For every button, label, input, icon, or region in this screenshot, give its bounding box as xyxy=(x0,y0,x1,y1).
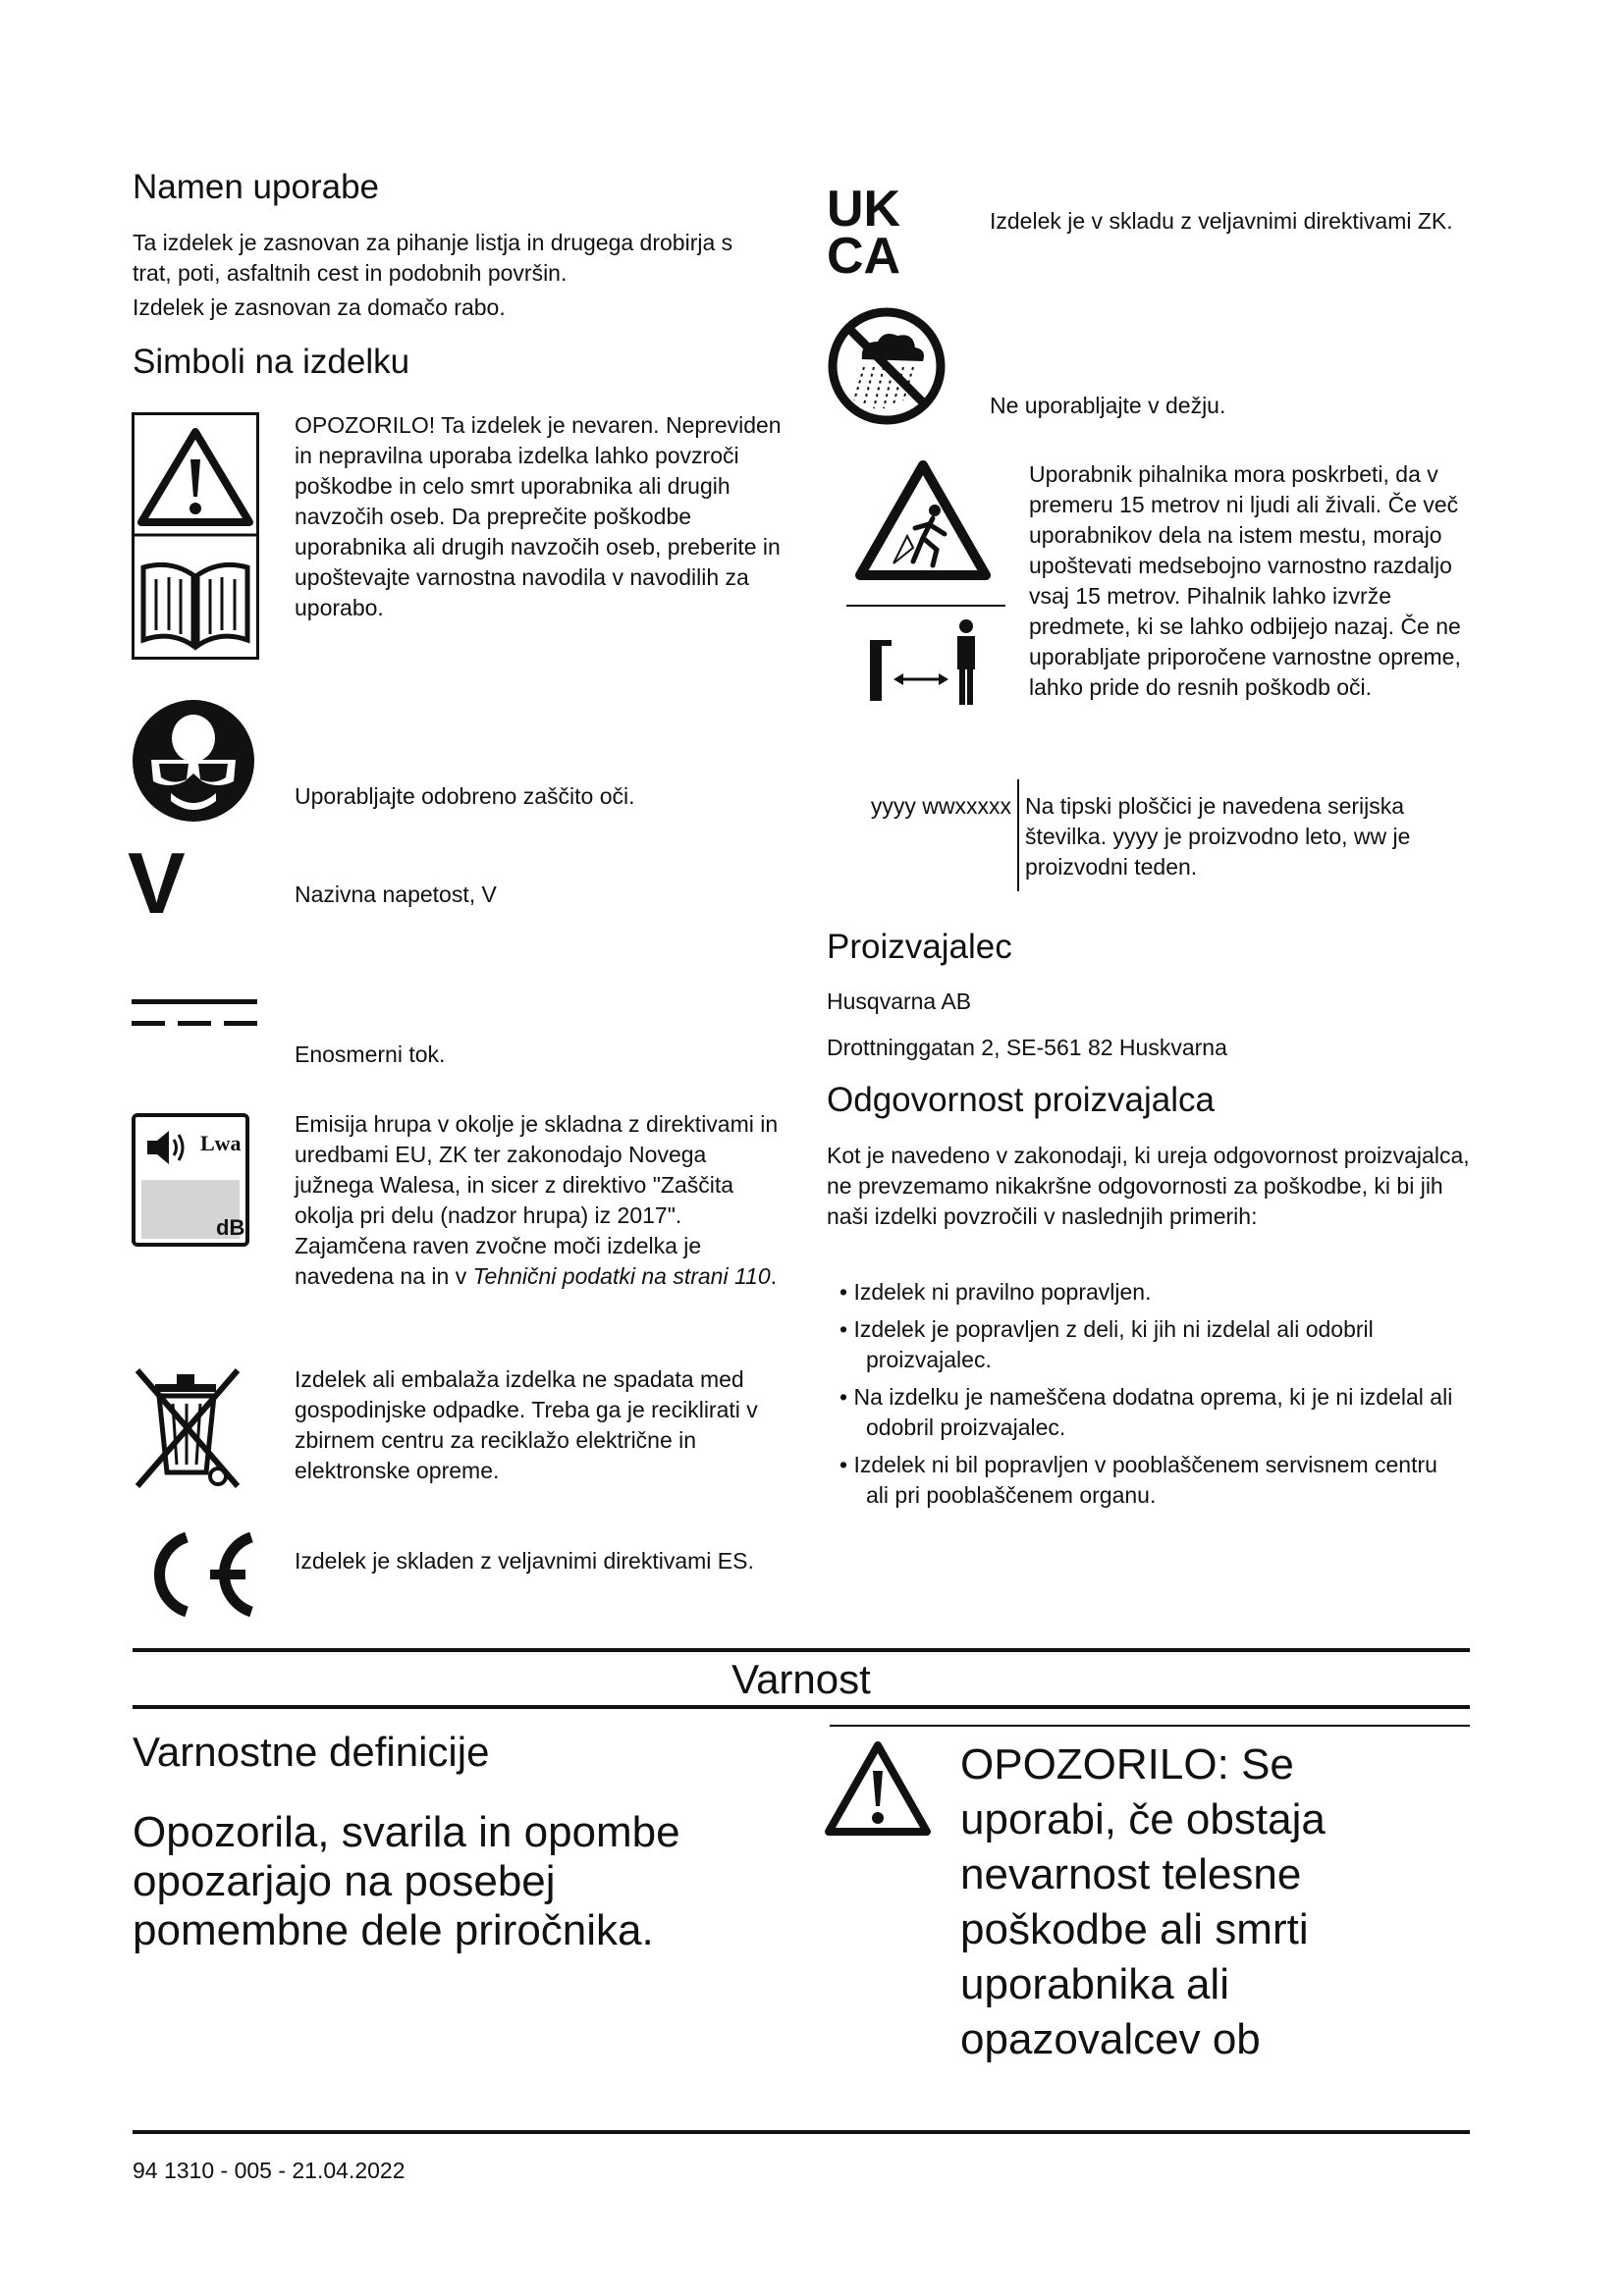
ce-text: Izdelek je skladen z veljavnimi direktivami ES. xyxy=(295,1548,754,1574)
noise-emission-body: Emisija hrupa v okolje je skladna z direktivami in uredbami EU, ZK ter zakonodajo Novega južnega Walesa, in sicer z direktivo "Zaščita okolja pri delu (nadzor hrupa) iz 2017". Zajamčena raven zvočne moči izdelka je navedena na in v xyxy=(295,1111,779,1289)
section-heading-symbols: Simboli na izdelku xyxy=(133,343,410,381)
noise-db-label: dB xyxy=(216,1215,245,1240)
serial-divider xyxy=(1017,779,1019,891)
symbol-divider xyxy=(846,605,1005,607)
warning-triangle-icon xyxy=(823,1739,933,1838)
voltage-icon: V xyxy=(128,834,186,932)
serial-code-label: yyyy wwxxxxx xyxy=(870,793,1011,819)
ukca-bottom-letters: CA xyxy=(827,228,901,275)
direct-current-text: Enosmerni tok. xyxy=(295,1041,446,1067)
eye-protection-icon xyxy=(132,699,255,823)
section-heading-liability: Odgovornost proizvajalca xyxy=(827,1081,1215,1119)
section-heading-manufacturer: Proizvajalec xyxy=(827,928,1012,966)
manufacturer-name: Husqvarna AB xyxy=(827,988,972,1014)
list-item: • Izdelek je popravljen z deli, ki jih ni izdelal ali odobril proizvajalec. xyxy=(827,1314,1465,1375)
footer-rule xyxy=(133,2130,1470,2134)
safety-definitions-heading: Varnostne definicije xyxy=(133,1729,490,1775)
footer-doc-id: 94 1310 - 005 - 21.04.2022 xyxy=(133,2158,406,2183)
intended-use-paragraph-1: Ta izdelek je zasnovan za pihanje listja in drugega drobirja s trat, poti, asfaltnih cest in podobnih površin. xyxy=(133,230,733,286)
safety-distance-text: Uporabnik pihalnika mora poskrbeti, da v premeru 15 metrov ni ljudi ali živali. Če več uporabnikov dela na istem mestu, morajo upoštevati medsebojno varnostno razdaljo vsaj 15 metrov. Pihalnik lahko izvrže predmete, ki se lahko odbijejo nazaj. Če ne uporabljate priporočene varnostne opreme, lahko pride do resnih poškodb oči. xyxy=(1029,461,1461,700)
voltage-text: Nazivna napetost, V xyxy=(295,881,497,907)
section-rule-top xyxy=(133,1648,1470,1652)
ce-mark-icon xyxy=(132,1529,259,1620)
warning-label: OPOZORILO: xyxy=(960,1740,1229,1789)
warning-manual-text: OPOZORILO! Ta izdelek je nevaren. Nepreviden in nepravilna uporaba izdelka lahko povzroči poškodbe in celo smrt uporabnika ali drugih navzočih oseb. Da preprečite poškodbe uporabnika ali drugih navzočih oseb, preberite in upoštevajte varnostna navodila v navodilih za uporabo. xyxy=(295,412,782,620)
ukca-mark-icon xyxy=(827,185,919,275)
liability-list xyxy=(827,1277,1465,1518)
manufacturer-address: Drottninggatan 2, SE-561 82 Huskvarna xyxy=(827,1035,1227,1060)
noise-emission-text: Emisija hrupa v okolje je skladna z direktivami in uredbami EU, ZK ter zakonodajo Novega južnega Walesa, in sicer z direktivo "Zaščita okolja pri delu (nadzor hrupa) iz 2017". Zajamčena raven zvočne moči izdelka je navedena na in v Tehnični podatki na strani 110. xyxy=(295,1111,779,1289)
safety-title: Varnost xyxy=(731,1656,871,1702)
safety-definitions-text: Opozorila, svarila in opombe opozarjajo na posebej pomembne dele priročnika. xyxy=(133,1808,680,1954)
section-rule-bottom xyxy=(133,1705,1470,1709)
list-item: • Na izdelku je nameščena dodatna oprema, ki je ni izdelal ali odobril proizvajalec. xyxy=(827,1382,1465,1443)
direct-current-icon xyxy=(132,999,257,1029)
intended-use-paragraph-2: Izdelek je zasnovan za domačo rabo. xyxy=(133,294,506,320)
serial-text: Na tipski ploščici je navedena serijska številka. yyyy je proizvodno leto, ww je proizvodni teden. xyxy=(1025,793,1411,880)
no-rain-text: Ne uporabljajte v dežju. xyxy=(990,393,1226,418)
warning-definition xyxy=(960,1737,1373,2067)
ukca-top-letters: UK xyxy=(827,185,901,238)
weee-text: Izdelek ali embalaža izdelka ne spadata med gospodinjske odpadke. Treba ga je reciklirati v zbirnem centru za reciklažo električne in elektronske opreme. xyxy=(295,1366,758,1483)
liability-intro: Kot je navedeno v zakonodaji, ki ureja odgovornost proizvajalca, ne prevzemamo nikakršne odgovornosti za poškodbe, ki bi jih naši izdelki povzročili v naslednjih primerih: xyxy=(827,1143,1470,1229)
list-item: • Izdelek ni pravilno popravljen. xyxy=(827,1277,1465,1308)
noise-emission-icon xyxy=(132,1113,249,1247)
eye-protection-text: Uporabljajte odobreno zaščito oči. xyxy=(295,783,635,809)
thrown-objects-warning-icon xyxy=(854,459,992,583)
noise-lwa-label: Lwa xyxy=(200,1131,242,1155)
noise-emission-reference: Tehnični podatki na strani 110 xyxy=(472,1263,771,1289)
section-heading-intended-use: Namen uporabe xyxy=(133,168,379,206)
weee-bin-icon xyxy=(134,1366,242,1490)
safety-distance-icon xyxy=(868,616,986,711)
list-item: • Izdelek ni bil popravljen v pooblaščenem servisnem centru ali pri pooblaščenem organu. xyxy=(827,1450,1465,1511)
speaker-icon xyxy=(141,1123,190,1172)
warning-definition-text: Se uporabi, če obstaja nevarnost telesne poškodbe ali smrti uporabnika ali opazovalcev ob xyxy=(960,1740,1326,2063)
ukca-text: Izdelek je v skladu z veljavnimi direktivami ZK. xyxy=(990,208,1453,234)
warning-read-manual-icon xyxy=(132,412,259,660)
warning-box-rule xyxy=(830,1725,1470,1727)
no-rain-icon xyxy=(827,306,947,426)
